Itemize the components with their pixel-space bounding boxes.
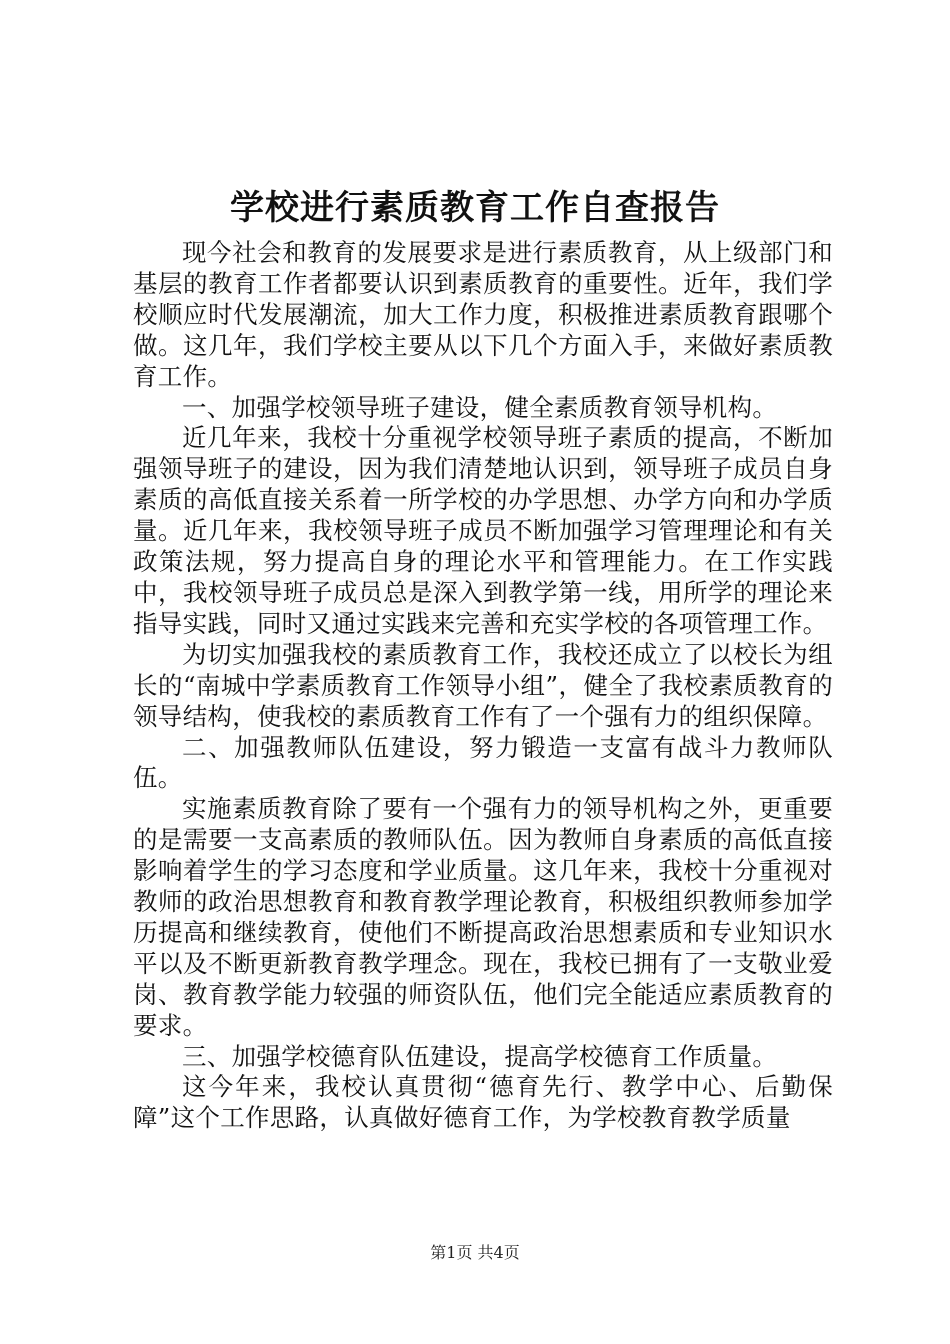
section-heading-3: 三、加强学校德育队伍建设，提高学校德育工作质量。 — [182, 1041, 778, 1071]
section-heading-1: 一、加强学校领导班子建设，健全素质教育领导机构。 — [182, 392, 778, 422]
paragraph-leadership-group: 为切实加强我校的素质教育工作，我校还成立了以校长为组长的“南城中学素质教育工作领导小组”，健全了我校素质教育的领导结构，使我校的素质教育工作有了一个强有力的组织保障。 — [133, 639, 833, 731]
paragraph-intro: 现今社会和教育的发展要求是进行素质教育，从上级部门和基层的教育工作者都要认识到素质教育的重要性。近年，我们学校顺应时代发展潮流，加大工作力度，积极推进素质教育跟哪个做。这几年，我们学校主要从以下几个方面入手，来做好素质教育工作。 — [133, 238, 833, 391]
paragraph-moral-education: 这今年来，我校认真贯彻“德育先行、教学中心、后勤保障”这个工作思路，认真做好德育工作，为学校教育教学质量 — [133, 1072, 833, 1133]
document-title: 学校进行素质教育工作自查报告 — [230, 188, 720, 228]
paragraph-leadership: 近几年来，我校十分重视学校领导班子素质的提高，不断加强领导班子的建设，因为我们清楚地认识到，领导班子成员自身素质的高低直接关系着一所学校的办学思想、办学方向和办学质量。近几年来，我校领导班子成员不断加强学习管理理论和有关政策法规，努力提高自身的理论水平和管理能力。在工作实践中，我校领导班子成员总是深入到教学第一线，用所学的理论来指导实践，同时又通过实践来完善和充实学校的各项管理工作。 — [133, 423, 833, 638]
page-number-footer: 第1页 共4页 — [430, 1243, 520, 1262]
section-heading-2: 二、加强教师队伍建设，努力锻造一支富有战斗力教师队伍。 — [133, 732, 833, 793]
paragraph-teachers: 实施素质教育除了要有一个强有力的领导机构之外，更重要的是需要一支高素质的教师队伍。因为教师自身素质的高低直接影响着学生的学习态度和学业质量。这几年来，我校十分重视对教师的政治思想教育和教育教学理论教育，积极组织教师参加学历提高和继续教育，使他们不断提高政治思想素质和专业知识水平以及不断更新教育教学理念。现在，我校已拥有了一支敬业爱岗、教育教学能力较强的师资队伍，他们完全能适应素质教育的要求。 — [133, 794, 833, 1040]
document-body — [133, 238, 833, 1134]
